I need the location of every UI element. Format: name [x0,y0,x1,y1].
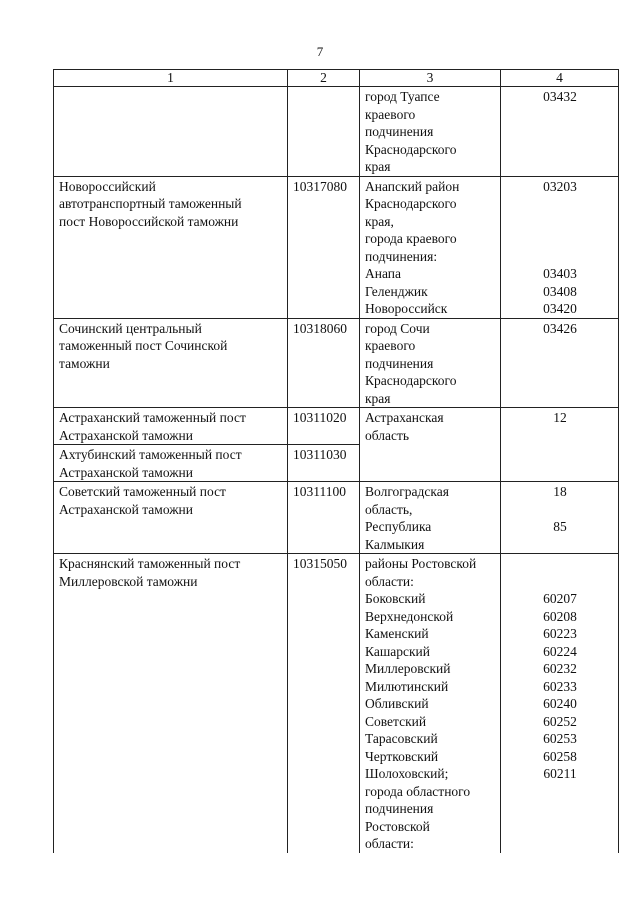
code-cell: 10318060 [288,318,360,408]
oktmo-cell [501,176,619,318]
oktmo-code: 03426 [543,320,577,336]
territory-line: Астраханская [365,410,444,425]
oktmo-code: 03420 [543,301,577,316]
territory-line: краевого [365,106,416,122]
territory-line: подчинения [365,355,434,371]
territory-cell [360,87,501,177]
territory-line: подчинения [365,801,434,816]
post-line: Сочинский центральный [59,320,202,336]
post-line: Астраханской таможни [59,464,194,480]
post-line: Астраханской таможни [59,501,194,517]
customs-table [53,69,619,853]
oktmo-code: 03403 [543,266,577,281]
territory-line: города краевого [365,231,457,246]
territory-line: Калмыкия [365,536,425,552]
header-cell: 4 [501,70,619,87]
oktmo-code: 60253 [543,731,577,746]
header-cell: 2 [288,70,360,87]
territory-line: края, [365,213,394,229]
territory-line: Волгоградская [365,484,449,499]
territory-line: области: [365,836,414,851]
post-cell [54,176,288,318]
code-cell: 10317080 [288,176,360,318]
territory-line: Республика [365,519,432,534]
territory-line: области: [365,573,414,589]
header-cell: 3 [360,70,501,87]
territory-line: Чертковский [365,748,439,764]
table-row [54,554,619,853]
post-line: Краснянский таможенный пост [59,556,241,571]
oktmo-code: 60258 [543,748,577,764]
table-row [54,482,619,554]
territory-line: город Туапсе [365,89,440,104]
territory-line: Обливский [365,696,429,711]
territory-line: Каменский [365,626,429,641]
territory-cell [360,318,501,408]
oktmo-code: 60208 [543,608,577,624]
post-line: Астраханской таможни [59,427,194,443]
territory-cell [360,554,501,853]
post-line: Астраханский таможенный пост [59,410,246,425]
post-line: Миллеровской таможни [59,573,198,589]
territory-line: города областного [365,783,471,799]
territory-cell [360,482,501,554]
post-cell [54,482,288,554]
territory-line: краевого [365,338,416,353]
territory-line: область, [365,501,413,517]
oktmo-code: 60207 [543,591,577,606]
oktmo-code: 60240 [543,696,577,711]
oktmo-code: 03203 [543,178,577,194]
oktmo-code: 60223 [543,626,577,641]
post-cell [54,554,288,853]
territory-line: Анапа [365,266,402,281]
territory-line: Анапский район [365,178,460,194]
post-line: Ахтубинский таможенный пост [59,447,242,462]
territory-line: город Сочи [365,320,430,336]
oktmo-code: 12 [553,410,567,425]
oktmo-code: 60224 [543,643,577,659]
territory-line: Краснодарского [365,141,457,157]
territory-line: подчинения: [365,248,438,264]
oktmo-cell [501,554,619,853]
territory-line: районы Ростовской [365,556,477,571]
table-row [54,318,619,408]
code-cell: 10311100 [288,482,360,554]
oktmo-cell [501,87,619,177]
territory-line: Кашарский [365,643,430,659]
territory-cell [360,176,501,318]
code-cell: 10311020 [288,408,360,445]
territory-line: Шолоховский; [365,766,449,781]
territory-line: Милютинский [365,678,449,694]
post-cell [54,318,288,408]
oktmo-cell [501,318,619,408]
oktmo-code: 60233 [543,678,577,694]
code-cell: 10311030 [288,445,360,482]
territory-line: Новороссийск [365,301,448,316]
table-row [54,176,619,318]
oktmo-code: 18 [553,484,567,499]
code-cell: 10315050 [288,554,360,853]
territory-line: Миллеровский [365,661,451,676]
territory-line: Геленджик [365,283,428,299]
territory-line: Ростовской [365,818,430,834]
territory-line: область [365,427,410,443]
territory-line: Верхнедонской [365,608,454,624]
post-cell [54,87,288,177]
post-line: таможни [59,355,110,371]
territory-cell [360,408,501,482]
post-line: Советский таможенный пост [59,484,226,499]
oktmo-cell [501,482,619,554]
post-line: Новороссийский [59,178,156,194]
territory-line: Краснодарского [365,373,457,388]
post-cell [54,445,288,482]
code-cell [288,87,360,177]
header-cell: 1 [54,70,288,87]
oktmo-code: 60232 [543,661,577,676]
table-header-row [54,70,619,87]
oktmo-code: 60252 [543,713,577,729]
territory-line: края [365,390,391,406]
table-row [54,87,619,177]
territory-line: подчинения [365,124,434,139]
territory-line: Советский [365,713,427,729]
oktmo-code: 60211 [543,766,577,781]
page-number: 7 [316,44,324,59]
post-cell [54,408,288,445]
post-line: таможенный пост Сочинской [59,338,228,353]
post-line: автотранспортный таможенный [59,196,242,211]
table-row [54,408,619,445]
oktmo-cell [501,408,619,482]
oktmo-code: 85 [553,519,567,534]
territory-line: Краснодарского [365,196,457,211]
territory-line: Боковский [365,591,426,606]
oktmo-code: 03408 [543,283,577,299]
territory-line: Тарасовский [365,731,438,746]
oktmo-code: 03432 [543,89,577,104]
post-line: пост Новороссийской таможни [59,213,239,229]
territory-line: края [365,159,391,174]
